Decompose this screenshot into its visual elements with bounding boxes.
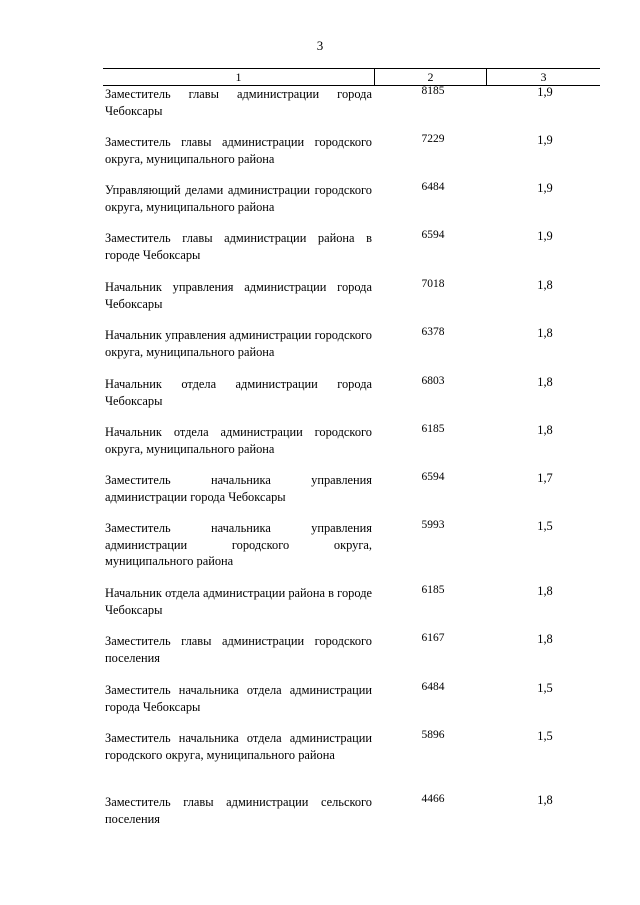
position-title: Заместитель начальника отдела администрации городского округа, муниципального района <box>105 731 372 762</box>
position-title: Заместитель начальника управления администрации городского округа, муниципального района <box>105 521 372 568</box>
salary-value: 6594 <box>421 229 445 241</box>
coefficient-value: 1,8 <box>537 584 553 598</box>
header-col-1: 1 <box>103 69 375 85</box>
coefficient-value: 1,5 <box>537 519 553 533</box>
salary-value: 4466 <box>421 793 445 805</box>
coefficient-value: 1,9 <box>537 85 553 99</box>
salary-value: 6484 <box>421 181 445 193</box>
salary-value: 6594 <box>421 471 445 483</box>
salary-value: 5896 <box>421 729 445 741</box>
position-title: Управляющий делами администрации городского округа, муниципального района <box>105 183 372 214</box>
coefficient-value: 1,8 <box>537 632 553 646</box>
salary-value: 7018 <box>421 278 445 290</box>
coefficient-value: 1,8 <box>537 793 553 807</box>
position-title: Начальник отдела администрации городского округа, муниципального района <box>105 425 372 456</box>
position-title: Заместитель главы администрации городского округа, муниципального района <box>105 135 372 166</box>
position-title: Заместитель главы администрации города Чебоксары <box>105 87 372 118</box>
coefficient-value: 1,9 <box>537 133 553 147</box>
coefficient-value: 1,8 <box>537 326 553 340</box>
coefficient-value: 1,9 <box>537 229 553 243</box>
salary-value: 8185 <box>421 85 445 97</box>
position-title: Начальник управления администрации города Чебоксары <box>105 280 372 311</box>
salary-value: 6185 <box>421 423 445 435</box>
salary-value: 7229 <box>421 133 445 145</box>
position-title: Заместитель начальника отдела администрации города Чебоксары <box>105 683 372 714</box>
salary-value: 6484 <box>421 681 445 693</box>
salary-value: 6167 <box>421 632 445 644</box>
position-title: Начальник управления администрации городского округа, муниципального района <box>105 328 372 359</box>
position-title: Заместитель главы администрации сельского поселения <box>105 795 372 826</box>
position-title: Начальник отдела администрации города Чебоксары <box>105 377 372 408</box>
coefficient-value: 1,8 <box>537 375 553 389</box>
header-col-3: 3 <box>540 70 547 84</box>
salary-value: 6185 <box>421 584 445 596</box>
salary-value: 6378 <box>421 326 445 338</box>
coefficient-value: 1,7 <box>537 471 553 485</box>
salary-value: 5993 <box>421 519 445 531</box>
page-number: 3 <box>316 38 324 53</box>
salary-value: 6803 <box>421 375 445 387</box>
position-title: Начальник отдела администрации района в городе Чебоксары <box>105 586 372 617</box>
coefficient-value: 1,9 <box>537 181 553 195</box>
position-title: Заместитель главы администрации городского поселения <box>105 634 372 665</box>
coefficient-value: 1,5 <box>537 681 553 695</box>
coefficient-value: 1,8 <box>537 423 553 437</box>
coefficient-value: 1,8 <box>537 278 553 292</box>
coefficient-value: 1,5 <box>537 729 553 743</box>
header-col-2: 2 <box>375 69 487 85</box>
position-title: Заместитель главы администрации района в городе Чебоксары <box>105 231 372 262</box>
position-title: Заместитель начальника управления администрации города Чебоксары <box>105 473 372 504</box>
